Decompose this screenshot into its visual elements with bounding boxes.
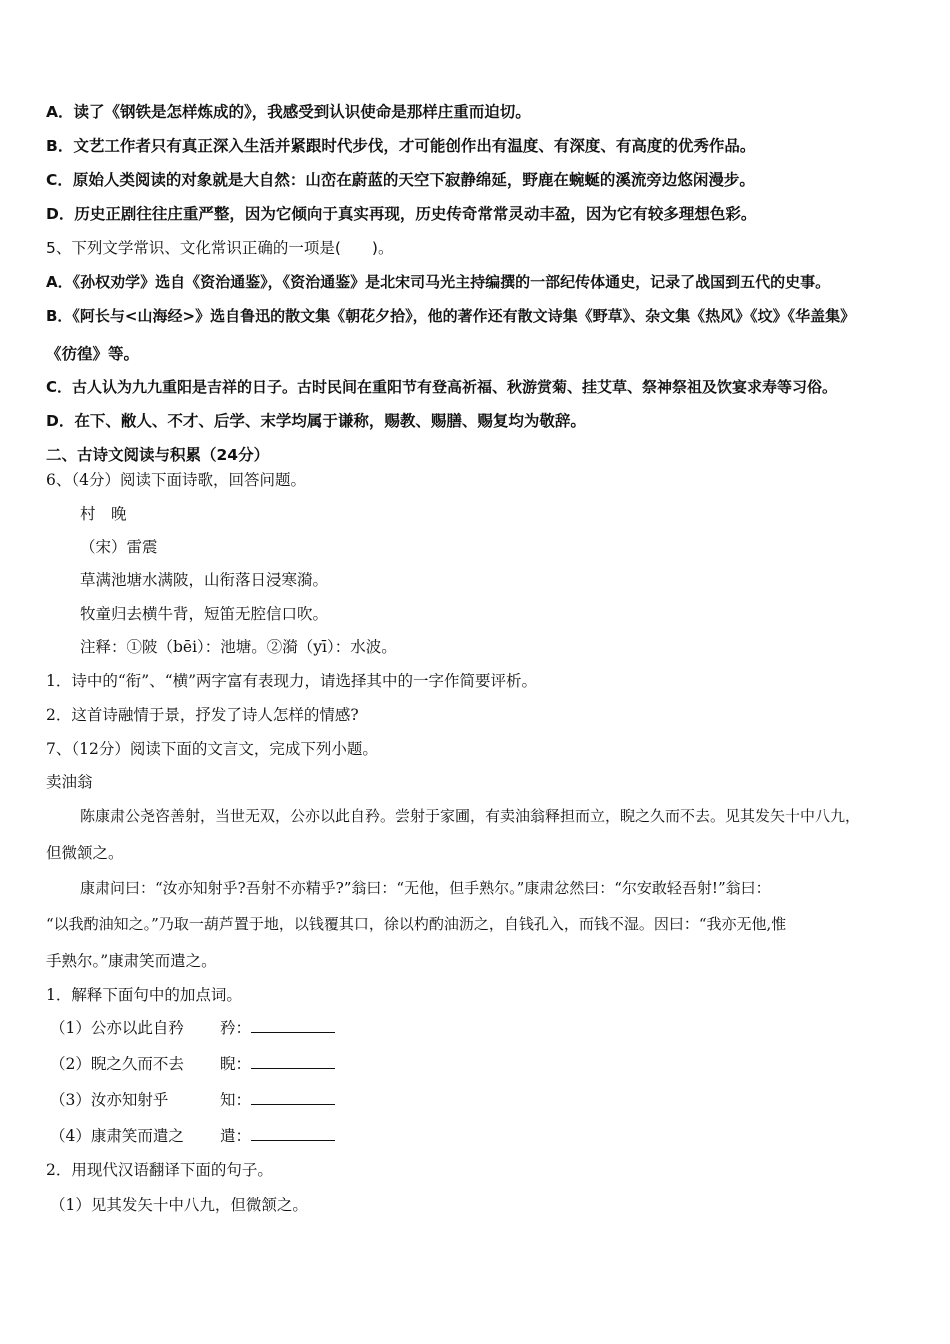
classical-p2-line1: 康肃问曰：“汝亦知射乎?吾射不亦精乎?”翁曰：“无他，但手熟尔。”康肃忿然曰：“尔安敢轻吾射!”翁曰： [80,879,771,897]
fill-item-1-text: （1）公亦以此自矜 [50,1019,184,1037]
q4-option-a: A．读了《钢铁是怎样炼成的》，我感受到认识使命是那样庄重而迫切。 [46,103,531,121]
fill-item-3-text: （3）汝亦知射乎 [50,1091,169,1109]
q7-sub1: 1．解释下面句中的加点词。 [46,986,242,1004]
q7-sub2: 2．用现代汉语翻译下面的句子。 [46,1161,273,1179]
q7-sub2-item1: （1）见其发矢十中八九，但微颔之。 [50,1196,308,1214]
q5-option-d: D．在下、敝人、不才、后学、末学均属于谦称，赐教、赐膳、赐复均为敬辞。 [46,412,586,430]
fill-item-3-word: 知： [220,1091,252,1109]
q6-sub1: 1．诗中的“衔”、“横”两字富有表现力，请选择其中的一字作简要评析。 [46,672,538,690]
classical-p2-line3: 手熟尔。”康肃笑而遣之。 [46,952,217,970]
fill-item-2-text: （2）睨之久而不去 [50,1055,184,1073]
q4-option-d: D．历史正剧往往庄重严整，因为它倾向于真实再现，历史传奇常常灵动丰盈，因为它有较多理想色彩。 [46,205,757,223]
poem-line-2: 牧童归去横牛背，短笛无腔信口吹。 [80,605,329,623]
q4-option-b: B．文艺工作者只有真正深入生活并紧跟时代步伐，才可能创作出有温度、有深度、有高度的优秀作品。 [46,137,756,155]
q5-option-a: A．《孙权劝学》选自《资治通鉴》，《资治通鉴》是北宋司马光主持编撰的一部纪传体通史，记录了战国到五代的史事。 [46,273,831,291]
q6-stem: 6、（4分）阅读下面诗歌，回答问题。 [46,471,306,489]
fill-item-2-word: 睨： [220,1055,252,1073]
fill-item-2 [50,1054,335,1074]
poem-note: 注释：①陂（bēi）：池塘。②漪（yī）：水波。 [80,638,397,656]
classical-p1-line1: 陈康肃公尧咨善射，当世无双，公亦以此自矜。尝射于家圃，有卖油翁释担而立，睨之久而不去。见其发矢十中八九， [80,807,861,825]
q6-sub2: 2．这首诗融情于景，抒发了诗人怎样的情感? [46,706,359,724]
classical-text-title: 卖油翁 [46,773,93,791]
fill-item-3 [50,1090,335,1110]
fill-item-1 [50,1018,335,1038]
poem-author: （宋）雷震 [80,538,158,556]
fill-item-4-word: 遣： [220,1127,252,1145]
q7-stem: 7、（12分）阅读下面的文言文，完成下列小题。 [46,740,378,758]
answer-blank-1[interactable] [251,1018,335,1033]
poem-title: 村 晚 [80,505,127,523]
q5-option-b-line2: 《彷徨》等。 [46,345,140,363]
fill-item-1-word: 矜： [220,1019,252,1037]
classical-p1-line2: 但微颔之。 [46,844,124,862]
answer-blank-4[interactable] [251,1126,335,1141]
q5-stem: 5、下列文学常识、文化常识正确的一项是( )。 [46,239,394,257]
fill-item-4-text: （4）康肃笑而遣之 [50,1127,184,1145]
answer-blank-2[interactable] [251,1054,335,1069]
section2-heading: 二、古诗文阅读与积累（24分） [46,446,270,464]
q5-option-c: C．古人认为九九重阳是吉祥的日子。古时民间在重阳节有登高祈福、秋游赏菊、挂艾草、祭神祭祖及饮宴求寿等习俗。 [46,378,838,396]
q5-option-b-line1: B．《阿长与<山海经>》选自鲁迅的散文集《朝花夕拾》，他的著作还有散文诗集《野草》、杂文集《热风》《坟》《华盖集》 [46,307,856,325]
classical-p2-line2: “以我酌油知之。”乃取一葫芦置于地，以钱覆其口，徐以杓酌油沥之，自钱孔入，而钱不湿。因曰：“我亦无他,惟 [46,915,787,933]
answer-blank-3[interactable] [251,1090,335,1105]
poem-line-1: 草满池塘水满陂，山衔落日浸寒漪。 [80,571,329,589]
q4-option-c: C．原始人类阅读的对象就是大自然：山峦在蔚蓝的天空下寂静绵延，野鹿在蜿蜒的溪流旁边悠闲漫步。 [46,171,755,189]
fill-item-4 [50,1126,335,1146]
